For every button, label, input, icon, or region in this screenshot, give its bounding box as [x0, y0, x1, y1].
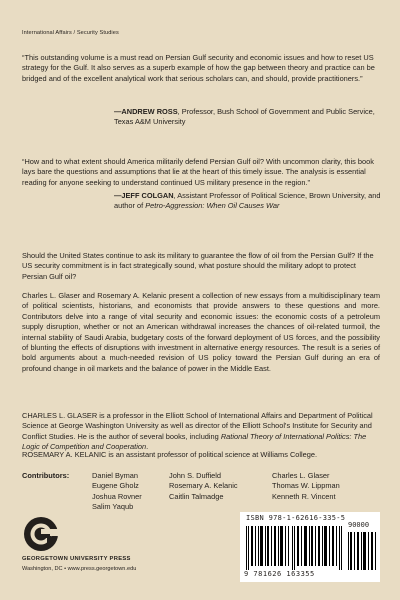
endorsement-attribution-2	[114, 191, 384, 212]
endorsement-quote-2: “How and to what extent should America militarily defend Persian Gulf oil? With uncommon clarity, this book lays bare the questions and assumptions that lie at the heart of this timely issue. The analysis is essential reading for anyone seeking to understand continued US military presence in the region.”	[22, 157, 374, 187]
contributor-name: Eugene Gholz	[92, 481, 139, 491]
editor-bio-text-1: is a professor in the Elliott School of International Affairs and Department of Political Science at George Washington University as well as director of the Elliott School's Institute for Security and Conflict Studies. He is the author of several books, including	[22, 411, 373, 441]
contributor-name: John S. Duffield	[169, 471, 222, 480]
editor-name-1: CHARLES L. GLASER	[22, 411, 98, 420]
ean-barcode-icon	[246, 526, 342, 570]
contributor-name: Salim Yaqub	[92, 502, 134, 512]
isbn-barcode	[240, 512, 380, 582]
contributor-name: Joshua Rovner	[92, 491, 142, 501]
contributor-name: Daniel Byman	[92, 471, 139, 480]
publisher-address: Washington, DC • www.press.georgetown.edu	[22, 566, 137, 572]
editor-bio-text-2: is an assistant professor of political science at Williams College.	[106, 450, 318, 459]
category-label: International Affairs / Security Studies	[22, 30, 119, 36]
contributor-name: Charles L. Glaser	[272, 471, 330, 480]
lead-question: Should the United States continue to ask its military to guarantee the flow of oil from the Persian Gulf? If the US security commitment is in fact strategically sound, what posture should the military adopt to protect Persian Gulf oil?	[22, 251, 374, 281]
price-barcode-icon	[348, 532, 376, 570]
contributors-list	[92, 471, 382, 513]
editor-bio-1	[22, 411, 380, 453]
endorser-name-1: —ANDREW ROSS	[114, 107, 178, 116]
contributor-name: Caitlin Talmadge	[169, 491, 224, 501]
book-description: Charles L. Glaser and Rosemary A. Kelanic present a collection of new essays from a multidisciplinary team of political scientists, historians, and economists that provide answers to these questions and more. Contributors delve into a range of vital security and economic issues: the economic costs of a petroleum supply disruption, whether or not an American withdrawal increases the chances of oil-related turmoil, the internal stability of Saudi Arabia, budgetary costs of the forward deployment of US forces, and the possibility of blunting the effects of disruptions with investment in alternative energy resources. The result is a series of bold arguments about a much-needed revision of US policy toward the Persian Gulf during an era of profound change in oil markets and the balance of power in the Middle East.	[22, 291, 380, 373]
editor-book-1: Rational Theory of International Politics: The Logic of Competition and Cooperation	[22, 431, 367, 452]
contributors-label: Contributors:	[22, 471, 70, 480]
endorser-book-2: Petro-Aggression: When Oil Causes War	[145, 201, 280, 211]
editor-bio-end-1: .	[146, 442, 149, 452]
publisher-logo-icon	[22, 515, 62, 553]
editor-bio-2	[22, 450, 380, 460]
publisher-name: GEORGETOWN UNIVERSITY PRESS	[22, 556, 131, 562]
endorsement-attribution-1	[114, 107, 384, 128]
isbn-label: ISBN 978-1-62616-335-5	[246, 514, 346, 522]
ean-digits: 9 781626 163355	[244, 570, 315, 578]
endorser-title-1: , Professor, Bush School of Government and Public Service, Texas A&M University	[114, 107, 375, 127]
contributor-name: Rosemary A. Kelanic	[169, 481, 238, 491]
contributor-name: Kenneth R. Vincent	[272, 491, 336, 501]
editor-name-2: ROSEMARY A. KELANIC	[22, 450, 107, 459]
endorser-title-2: , Assistant Professor of Political Science, Brown University, and author of	[114, 191, 381, 211]
endorser-name-2: —JEFF COLGAN	[114, 191, 174, 200]
endorsement-quote-1: “This outstanding volume is a must read on Persian Gulf security and economic issues and how to reset US strategy for the Gulf. It also serves as a superb example of how the gap between theory and practice can be bridged and of the excellent analytical work that serious scholars can, and should, provide practitioners.”	[22, 53, 375, 83]
price-code: 90000	[348, 521, 370, 529]
contributor-name: Thomas W. Lippman	[272, 481, 340, 491]
